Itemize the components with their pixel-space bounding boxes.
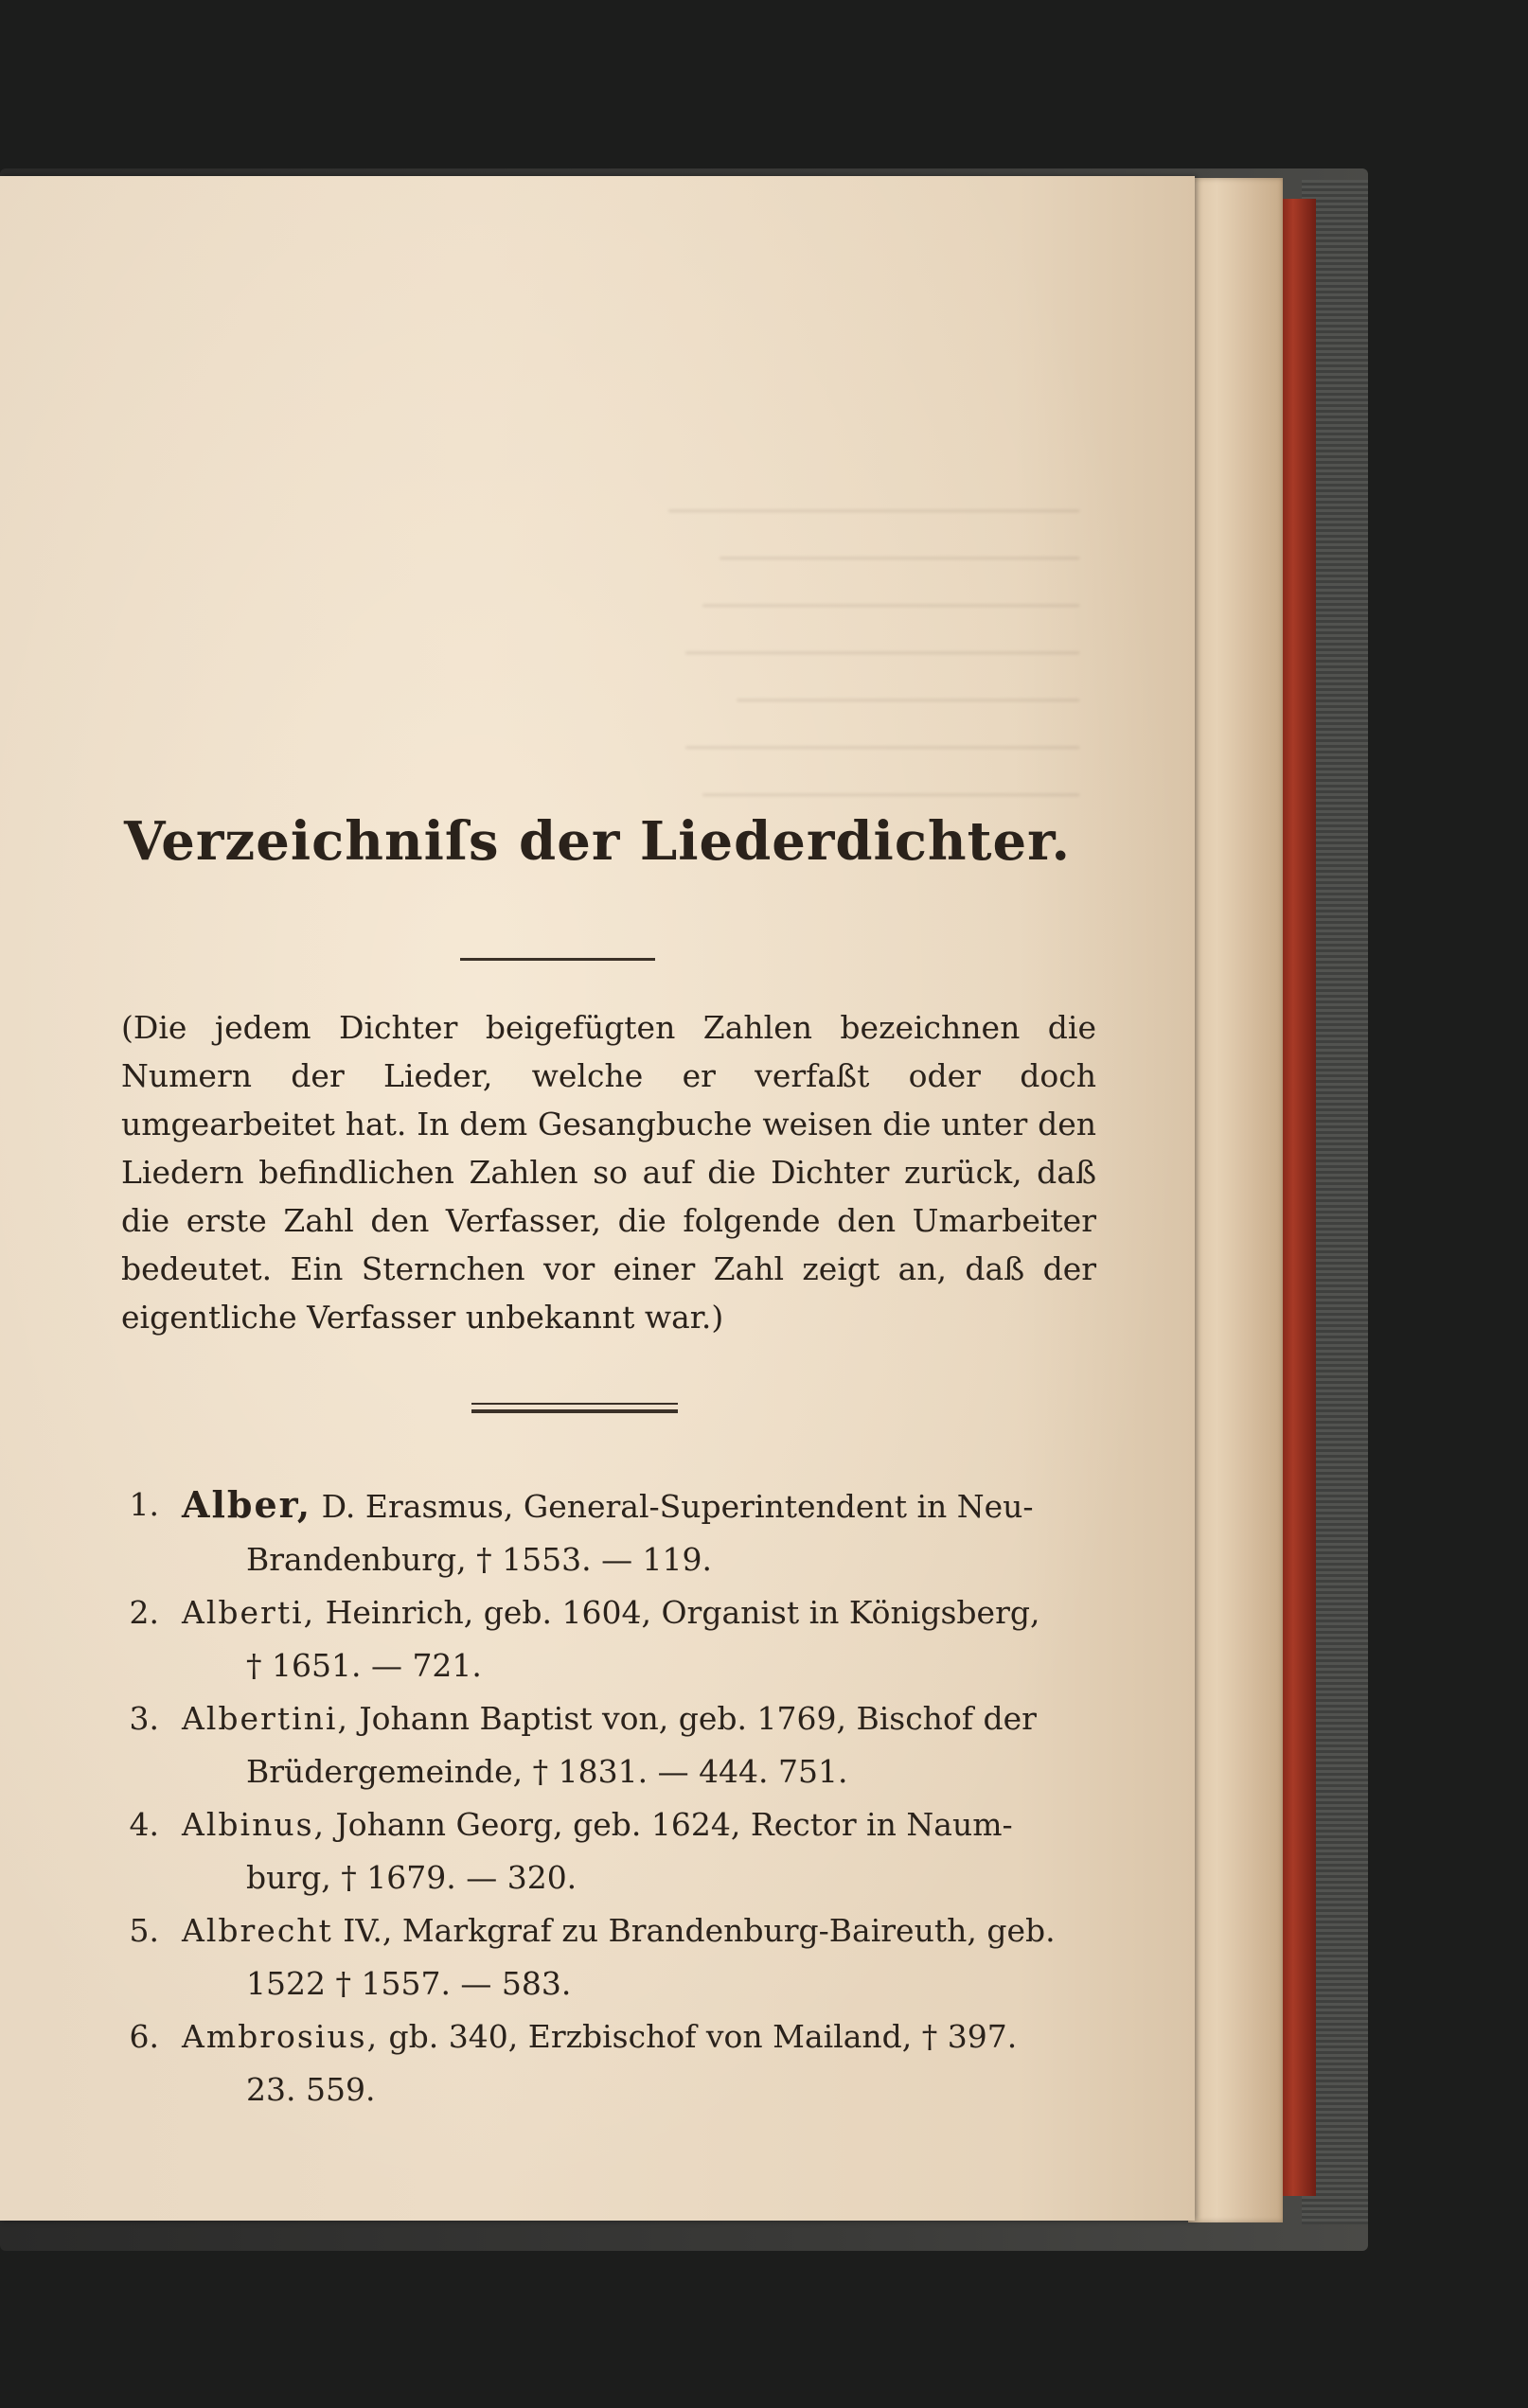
poet-name: Albinus, (182, 1806, 326, 1843)
entry-details: gb. 340, Erzbischof von Mailand, † 397. (379, 2018, 1018, 2055)
poet-name: Ambrosius, (182, 2018, 380, 2055)
entry-details: Johann Baptist von, geb. 1769, Bischof der (348, 1700, 1037, 1737)
poet-name: Alber, (182, 1483, 312, 1526)
poet-name: Albrecht (182, 1912, 333, 1949)
show-through-texture: ──────────────────────── ───────────────────── ────────────────────── ─────────────────────── ──────────────────── ─────────────────────── ────────────────────── (668, 495, 1079, 812)
book-edge-red (1278, 199, 1316, 2196)
list-item (57, 1904, 1108, 2010)
entry-number: 1. (129, 1486, 159, 1523)
page-stack-edge (1188, 178, 1283, 2222)
page-content (0, 176, 1195, 2221)
entry-continuation: 23. 559. (246, 2071, 376, 2108)
section-divider-bottom (471, 1409, 678, 1413)
entry-continuation: Brüdergemeinde, † 1831. — 444. 751. (246, 1753, 848, 1790)
list-item (57, 1798, 1108, 1904)
entry-number: 3. (129, 1700, 159, 1737)
entry-continuation: † 1651. — 721. (246, 1647, 482, 1684)
entry-number: 6. (129, 2018, 159, 2055)
list-item (57, 1692, 1108, 1798)
entry-continuation: burg, † 1679. — 320. (246, 1859, 577, 1896)
book-page (0, 176, 1195, 2221)
entry-continuation: Brandenburg, † 1553. — 119. (246, 1541, 713, 1578)
poet-name: Albertini, (182, 1700, 349, 1737)
poet-name: Alberti, (182, 1594, 316, 1631)
entry-number: 4. (129, 1806, 159, 1843)
entry-details: Johann Georg, geb. 1624, Rector in Naum- (326, 1806, 1013, 1843)
intro-paragraph: (Die jedem Dichter beigefügten Zahlen bezeichnen die Numern der Lieder, welche er verfaßt oder doch umgearbeitet hat. In dem Gesangbuche weisen die unter den Liedern befindlichen Zahlen so auf die Dichter zurück, daß die erste Zahl den Verfasser, die folgende den Umarbeiter bedeutet. Ein Sternchen vor einer Zahl zeigt an, daß der eigentliche Verfasser unbekannt war.) (121, 1009, 1096, 1336)
entry-details: Heinrich, geb. 1604, Organist in Königsberg, (315, 1594, 1040, 1631)
list-item (57, 1478, 1108, 1586)
page-title: Verzeichniſs der Liederdichter. (123, 810, 1071, 873)
title-divider (460, 958, 655, 961)
list-item (57, 2010, 1108, 2116)
poet-list (57, 1478, 1108, 2116)
entry-continuation: 1522 † 1557. — 583. (246, 1965, 572, 2002)
entry-number: 2. (129, 1594, 159, 1631)
section-divider-top (471, 1403, 678, 1405)
list-item (57, 1586, 1108, 1692)
entry-number: 5. (129, 1912, 159, 1949)
entry-details: D. Erasmus, General-Superintendent in Neu- (311, 1488, 1034, 1525)
entry-details: IV., Markgraf zu Brandenburg-Baireuth, geb. (332, 1912, 1056, 1949)
